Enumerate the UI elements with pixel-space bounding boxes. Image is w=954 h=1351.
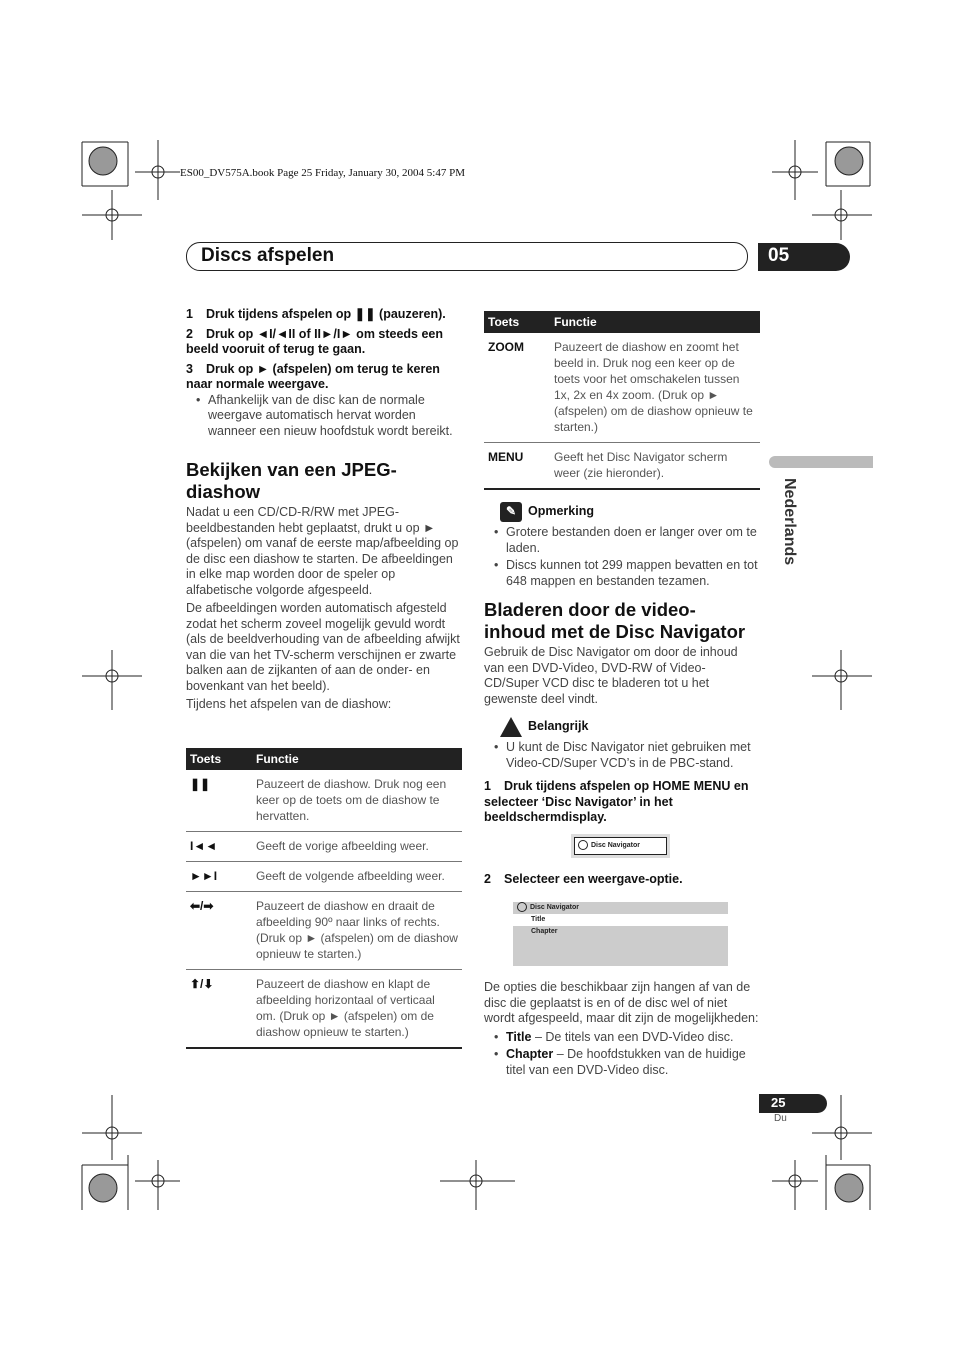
key-next-icon: ►►I <box>186 862 252 892</box>
table-cell: Pauzeert de diashow en zoomt het beeld in. Druk nog een keer op de toets voor het omschakelen tussen 1x, 2x en 4x zoom. (Druk op ► (afspelen) om de diashow opnieuw te starten.) <box>550 333 760 443</box>
note-bullet: • Discs kunnen tot 299 mappen bevatten en tot 648 mappen en bestanden tezamen. <box>484 558 760 589</box>
table-row <box>186 862 462 892</box>
step-number: 2 <box>484 872 491 886</box>
table-cell: Pauzeert de diashow en draait de afbeelding 90º naar links of rechts. (Druk op ► (afspelen) om de diashow opnieuw te starten.) <box>252 892 462 970</box>
zoom-menu-table <box>484 311 760 490</box>
table-header-key: Toets <box>186 748 252 770</box>
option-chapter <box>484 1047 760 1078</box>
language-label <box>780 478 800 588</box>
chapter-title: Discs afspelen <box>201 245 335 266</box>
key-up-down-icon: ⬆/⬇ <box>190 977 214 991</box>
key-menu: MENU <box>488 450 524 464</box>
table-row <box>484 443 760 490</box>
pencil-icon: ✎ <box>500 502 522 522</box>
options-intro: De opties die beschikbaar zijn hangen af van de disc die geplaatst is en of de disc wel of niet wordt afgespeeld, maar dit zijn de mogelijkheden: <box>484 980 759 1025</box>
table-header-function: Functie <box>252 748 462 770</box>
disc-icon <box>517 902 527 912</box>
step-bullet: • Afhankelijk van de disc kan de normale weergave automatisch hervat worden wanneer een nieuw hoofdstuk wordt bereikt. <box>186 393 462 440</box>
step-number: 3 <box>186 361 193 376</box>
disc-icon <box>578 840 588 850</box>
jpeg-paragraph-1: Nadat u een CD/CD-R/RW met JPEG-beeldbestanden hebt geplaatst, drukt u op ► (afspelen) om vanaf de eerste map/afbeelding op de disc een diashow te starten. De afbeeldingen in elke map worden door de speler op alfabetische volgorde afgespeeld. <box>186 505 459 597</box>
step-text: Druk op ► (afspelen) om terug te keren naar normale weergave. <box>186 361 440 391</box>
table-cell: Geeft de volgende afbeelding weer. <box>252 862 462 892</box>
table-row <box>186 892 462 970</box>
disc-navigator-screen-small <box>571 834 670 858</box>
section-title-disc-navigator: Bladeren door de video-inhoud met de Disc Navigator <box>484 599 746 642</box>
step-text: Druk tijdens afspelen op HOME MENU en selecteer ‘Disc Navigator’ in het beeldschermdisplay. <box>484 779 749 824</box>
slideshow-key-table <box>186 748 462 1049</box>
option-desc: – De titels van een DVD-Video disc. <box>531 1029 734 1044</box>
important-bullet: • U kunt de Disc Navigator niet gebruiken met Video-CD/Super VCD’s in de PBC-stand. <box>484 740 760 771</box>
table-row <box>186 832 462 862</box>
section-title-jpeg: Bekijken van een JPEG-diashow <box>186 459 397 502</box>
page-number: 25 <box>771 1095 786 1110</box>
option-title <box>484 1030 760 1046</box>
navigator-step-2 <box>484 872 760 888</box>
note-title: Opmerking <box>528 504 594 519</box>
navigator-step-1 <box>484 779 760 826</box>
step-text: Selecteer een weergave-optie. <box>504 872 683 886</box>
step-2 <box>186 327 462 358</box>
navigator-intro: Gebruik de Disc Navigator om door de inhoud van een DVD-Video, DVD-RW of Video-CD/Super VCD disc te bladeren tot u het gewenste deel vindt. <box>484 645 738 706</box>
step-text: Druk tijdens afspelen op ❚❚ (pauzeren). <box>206 307 446 321</box>
table-cell: Geeft het Disc Navigator scherm weer (zie hieronder). <box>554 450 728 480</box>
table-row <box>186 970 462 1049</box>
important-title: Belangrijk <box>528 719 589 734</box>
page-language-code: Du <box>774 1113 787 1124</box>
step-3 <box>186 362 462 393</box>
table-cell: Pauzeert de diashow en klapt de afbeelding horizontaal of verticaal om. (Druk op ► (afspelen) om de diashow opnieuw te starten.) <box>256 977 435 1039</box>
important-heading <box>500 717 760 737</box>
disc-navigator-label: Disc Navigator <box>591 842 641 849</box>
table-header-function: Functie <box>550 311 760 333</box>
step-number: 1 <box>186 307 193 321</box>
option-term: Chapter <box>506 1047 554 1061</box>
key-previous-icon: I◄◄ <box>186 832 252 862</box>
disc-navigator-screen-menu <box>513 902 728 966</box>
menu-title-text: Disc Navigator <box>530 904 580 911</box>
jpeg-paragraph-2: De afbeeldingen worden automatisch afgesteld zodat het scherm zoveel mogelijk gevuld wordt (als de beeldverhouding van de afbeelding afwijkt van die van het TV-scherm verschijnen er zwarte balken aan de zijkanten of aan de onder- en bovenkant van het beeld). <box>186 601 460 693</box>
warning-icon <box>500 717 522 737</box>
right-column <box>484 311 760 830</box>
step-text: Druk op ◄I/◄II of II►/I► om steeds een beeld vooruit of terug te gaan. <box>186 326 444 356</box>
language-tab <box>769 456 873 468</box>
options-text <box>484 980 760 1080</box>
option-desc: – De hoofdstukken van de huidige titel van een DVD-Video disc. <box>506 1047 746 1077</box>
left-column <box>186 307 462 716</box>
step-number: 2 <box>186 326 193 341</box>
page-number-badge <box>759 1094 827 1113</box>
language-label-text: Nederlands <box>781 478 798 566</box>
file-header: ES00_DV575A.book Page 25 Friday, January 30, 2004 5:47 PM <box>180 167 465 179</box>
option-term: Title <box>506 1029 532 1044</box>
note-bullet: • Grotere bestanden doen er langer over om te laden. <box>484 525 760 556</box>
key-pause-icon: ❚❚ <box>186 770 252 832</box>
key-left-right-icon: ⬅/➡ <box>186 892 252 970</box>
chapter-number-badge <box>758 243 850 271</box>
chapter-number: 05 <box>768 245 790 266</box>
table-header-key: Toets <box>484 311 550 333</box>
table-row <box>484 333 760 443</box>
menu-option-title[interactable]: Title <box>513 914 728 926</box>
table-cell: Geeft de vorige afbeelding weer. <box>252 832 462 862</box>
jpeg-paragraph-3: Tijdens het afspelen van de diashow: <box>186 697 392 711</box>
note-heading <box>500 502 760 522</box>
step-1 <box>186 307 462 323</box>
disc-navigator-label-box <box>574 837 667 855</box>
navigator-step-2-wrap <box>484 872 760 892</box>
table-row <box>186 770 462 832</box>
step-number: 1 <box>484 779 491 793</box>
disc-navigator-menu-title <box>513 902 728 914</box>
menu-option-chapter[interactable]: Chapter <box>531 928 558 935</box>
key-zoom: ZOOM <box>484 333 550 443</box>
table-cell: Pauzeert de diashow. Druk nog een keer op de toets om de diashow te hervatten. <box>252 770 462 832</box>
chapter-title-bar <box>186 242 748 271</box>
